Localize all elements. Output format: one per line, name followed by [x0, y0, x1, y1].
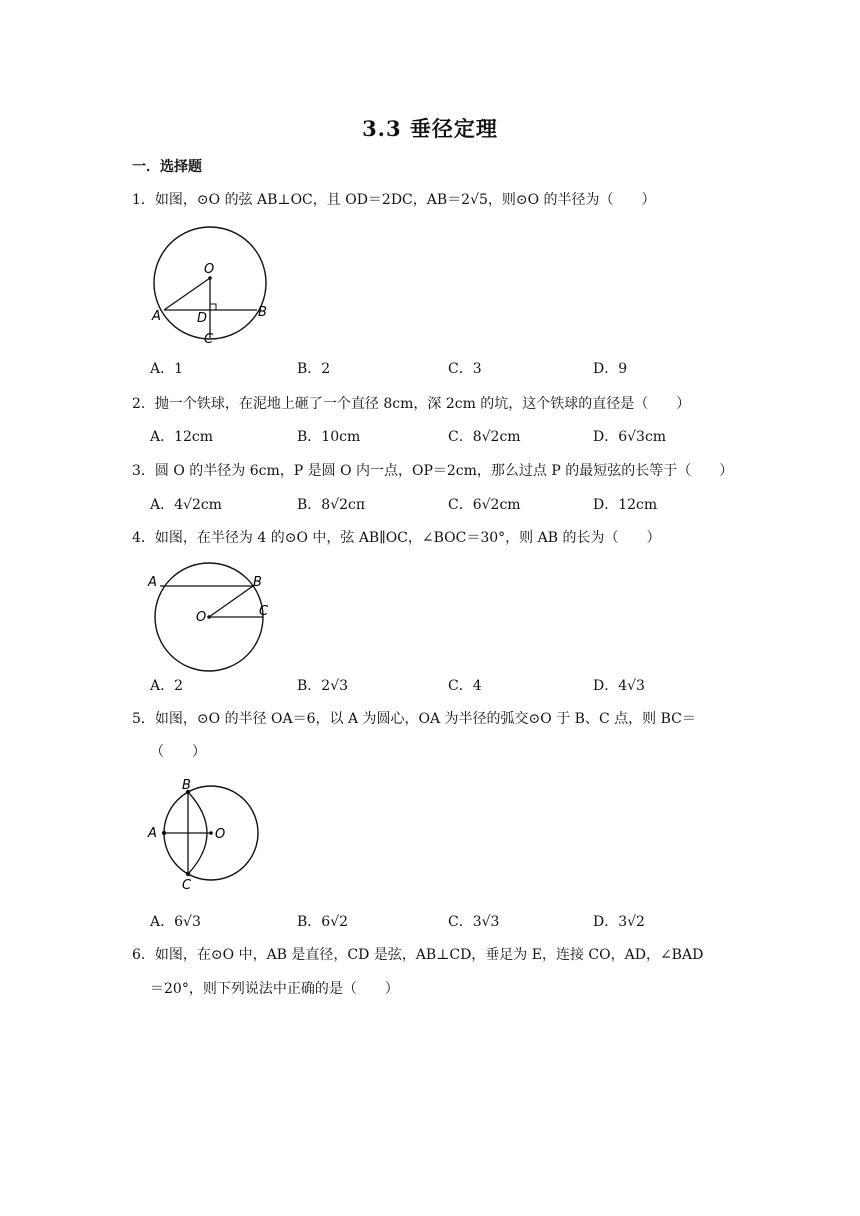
question-3-option-d: D．12cm	[593, 497, 658, 513]
figure-label-c: C	[182, 878, 192, 893]
question-5-option-c: C．3√3	[448, 914, 500, 930]
question-1-option-b: B．2	[297, 361, 331, 377]
question-4-option-a: A．2	[150, 678, 184, 694]
question-4-option-c: C．4	[448, 678, 482, 694]
figure-label-b: B	[253, 575, 262, 590]
figure-label-a: A	[148, 575, 157, 590]
figure-label-o: O	[204, 262, 215, 277]
question-1-option-c: C．3	[448, 361, 482, 377]
figure-label-a: A	[148, 826, 157, 841]
question-4-option-b: B．2√3	[297, 678, 349, 694]
question-3-text: 3．圆 O 的半径为 6cm，P 是圆 O 内一点，OP＝2cm，那么过点 P 的最短弦的长等于（ ）	[132, 463, 734, 479]
question-5-option-d: D．3√2	[593, 914, 645, 930]
figure-label-d: D	[197, 311, 208, 326]
question-1-option-d: D．9	[593, 361, 628, 377]
figure-label-a: A	[152, 309, 161, 324]
question-2-option-a: A．12cm	[150, 429, 214, 445]
figure-label-b: B	[258, 305, 267, 320]
question-3-option-c: C．6√2cm	[448, 497, 521, 513]
question-4-figure	[145, 560, 285, 694]
question-2-option-b: B．10cm	[297, 429, 361, 445]
question-1-figure	[148, 220, 278, 354]
question-3-option-b: B．8√2cπ	[297, 497, 366, 513]
page-title: 3.3 垂径定理	[362, 116, 498, 141]
question-3-option-a: A．4√2cm	[150, 497, 222, 513]
question-5-option-a: A．6√3	[150, 914, 201, 930]
question-5-text-continued: （ ）	[150, 744, 206, 760]
section-heading: 一．选择题	[132, 159, 202, 175]
question-2-option-d: D．6√3cm	[593, 429, 667, 445]
question-5-option-b: B．6√2	[297, 914, 349, 930]
question-6-text: 6．如图，在⊙O 中，AB 是直径，CD 是弦，AB⊥CD，垂足为 E，连接 CO，AD，∠BAD	[132, 947, 704, 963]
question-1-text: 1．如图，⊙O 的弦 AB⊥OC，且 OD＝2DC，AB＝2√5，则⊙O 的半径为（ ）	[132, 192, 656, 208]
figure-label-c: C	[204, 332, 214, 347]
figure-label-c: C	[259, 604, 269, 619]
question-2-option-c: C．8√2cm	[448, 429, 521, 445]
figure-label-b: B	[182, 778, 191, 793]
question-5-figure	[142, 774, 267, 898]
question-1-option-a: A．1	[150, 361, 184, 377]
question-2-text: 2．抛一个铁球，在泥地上砸了一个直径 8cm，深 2cm 的坑，这个铁球的直径是（ ）	[132, 396, 691, 412]
question-4-option-d: D．4√3	[593, 678, 645, 694]
question-6-text-continued: ＝20°，则下列说法中正确的是（ ）	[150, 981, 399, 997]
question-5-text: 5．如图，⊙O 的半径 OA＝6，以 A 为圆心，OA 为半径的弧交⊙O 于 B、C 点，则 BC＝	[132, 711, 696, 727]
figure-label-o: O	[196, 610, 207, 625]
figure-label-o: O	[215, 827, 226, 842]
question-4-text: 4．如图，在半径为 4 的⊙O 中，弦 AB∥OC，∠BOC＝30°，则 AB 的长为（ ）	[132, 530, 661, 546]
